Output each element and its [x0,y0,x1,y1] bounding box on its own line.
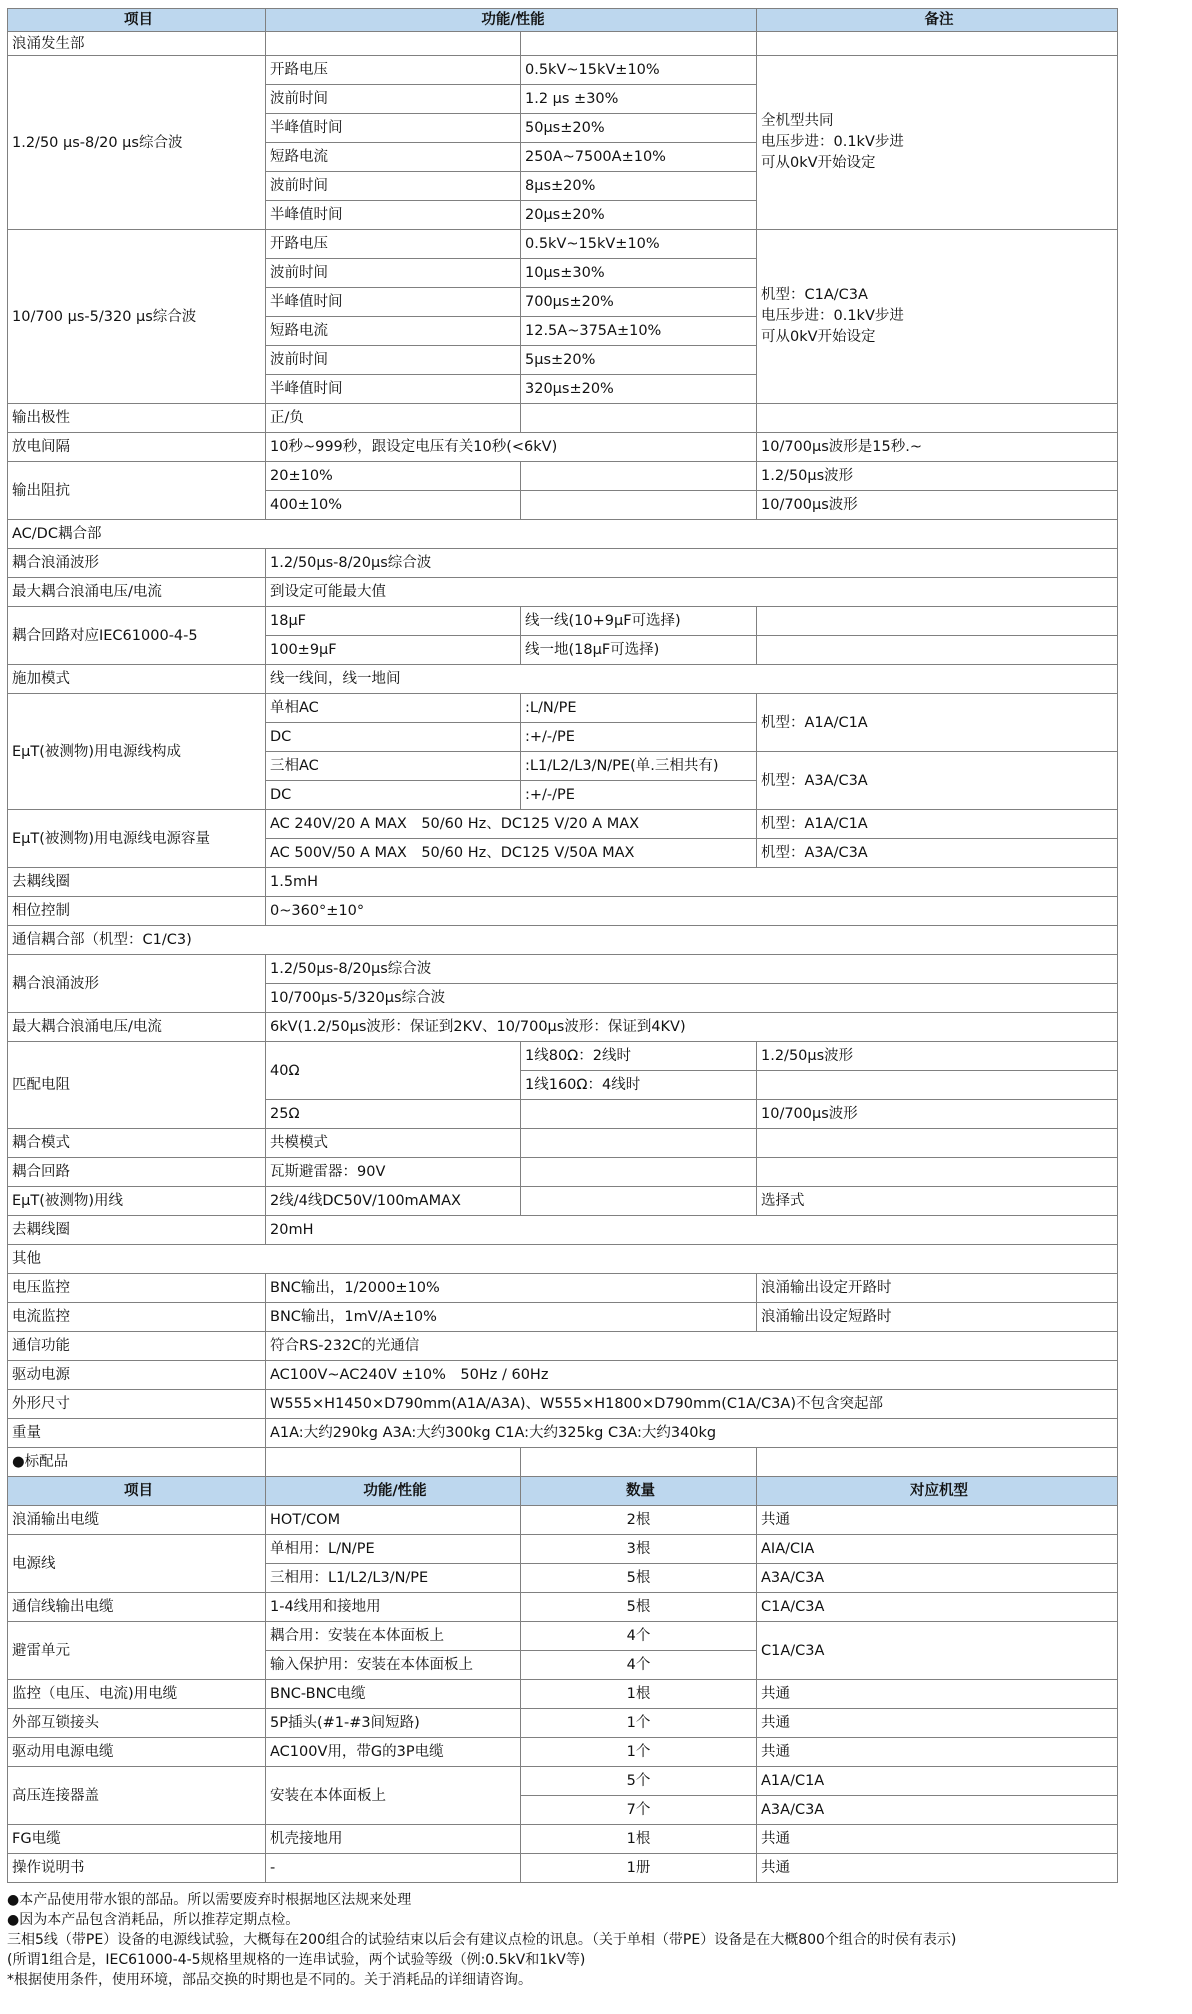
table-row: DC :+/-/PE [8,723,1118,752]
section-row [8,926,1118,955]
table-row: 去耦线圈 20mH [8,1216,1118,1245]
table-row: 外形尺寸 W555×H1450×D790mm(A1A/A3A)、W555×H1800×D790mm(C1A/C3A)不包含突起部 [8,1390,1118,1419]
section-row [8,1448,1118,1477]
table-row: 耦合浪涌波形 1.2/50μs-8/20μs综合波 [8,955,1118,984]
table-row: 耦合模式 共模模式 [8,1129,1118,1158]
table-row: 波前时间 10μs±30% [8,259,1118,288]
table-row: 外部互锁接头 5P插头(#1-#3间短路) 1个 共通 [8,1709,1118,1738]
footnote: ●因为本产品包含消耗品，所以推荐定期点检。 [7,1912,300,1928]
table-row: 短路电流 250A~7500A±10% [8,143,1118,172]
table-row: 10/700 μs-5/320 μs综合波 开路电压 0.5kV~15kV±10% 机型：C1A/C3A 电压步进：0.1kV步进 可从0kV开始设定 [8,230,1118,259]
table-row: 电压监控 BNC输出，1/2000±10% 浪涌输出设定开路时 [8,1274,1118,1303]
row-label: 10/700 μs-5/320 μs综合波 [8,230,266,404]
row-label: 1.2/50 μs-8/20 μs综合波 [8,56,266,230]
table-row: 半峰值时间 20μs±20% [8,201,1118,230]
table-row: 驱动用电源电缆 AC100V用，带G的3P电缆 1个 共通 [8,1738,1118,1767]
table-row: 1线160Ω：4线时 [8,1071,1118,1100]
table-row: 半峰值时间 320μs±20% [8,375,1118,404]
row-note: 全机型共同 电压步进：0.1kV步进 可从0kV开始设定 [757,56,1118,230]
row-note: 机型：C1A/C3A 电压步进：0.1kV步进 可从0kV开始设定 [757,230,1118,404]
table-row: EμT(被测物)用电源线电源容量 AC 240V/20 A MAX 50/60 Hz、DC125 V/20 A MAX 机型：A1A/C1A [8,810,1118,839]
table-row: 波前时间 8μs±20% [8,172,1118,201]
table-row: 半峰值时间 50μs±20% [8,114,1118,143]
table-row: 短路电流 12.5A~375A±10% [8,317,1118,346]
footnote: *根据使用条件，使用环境，部品交换的时期也是不同的。关于消耗品的详细请咨询。 [7,1972,532,1988]
spec-header-row [8,9,1118,32]
table-row: 高压连接器盖 安装在本体面板上 5个 A1A/C1A [8,1767,1118,1796]
footnotes [7,1890,956,1990]
table-row: 100±9μF 线一地(18μF可选择) [8,636,1118,665]
accessory-header-row [8,1477,1118,1506]
spec-sheet [7,8,1118,1883]
table-row: 最大耦合浪涌电压/电流 到设定可能最大值 [8,578,1118,607]
section-row [8,1245,1118,1274]
table-row: 10/700μs-5/320μs综合波 [8,984,1118,1013]
table-row: 监控（电压、电流)用电缆 BNC-BNC电缆 1根 共通 [8,1680,1118,1709]
section-standard-accessories: ●标配品 [8,1448,266,1477]
table-row: 匹配电阻 40Ω 1线80Ω：2线时 1.2/50μs波形 [8,1042,1118,1071]
table-row: EμT(被测物)用电源线构成 单相AC :L/N/PE 机型：A1A/C1A [8,694,1118,723]
table-row: 7个 A3A/C3A [8,1796,1118,1825]
table-row: EμT(被测物)用线 2线/4线DC50V/100mAMAX 选择式 [8,1187,1118,1216]
table-row: 耦合浪涌波形 1.2/50μs-8/20μs综合波 [8,549,1118,578]
section-acdc-coupling: AC/DC耦合部 [8,520,1118,549]
section-row [8,520,1118,549]
table-row: DC :+/-/PE [8,781,1118,810]
table-row: 驱动电源 AC100V~AC240V ±10% 50Hz / 60Hz [8,1361,1118,1390]
section-surge-generator: 浪涌发生部 [8,32,266,56]
header-function: 功能/性能 [266,9,757,32]
footnote: 三相5线（带PE）设备的电源线试验，大概每在200组合的试验结束以后会有建议点检的讯息。（关于单相（带PE）设备是在大概800个组合的时侯有表示) [7,1932,957,1948]
table-row: 输出阻抗 20±10% 1.2/50μs波形 [8,462,1118,491]
footnote: (所谓1组合是，IEC61000-4-5规格里规格的一连串试验，两个试验等级（例:0.5kV和1kV等) [7,1952,586,1968]
section-other: 其他 [8,1245,1118,1274]
table-row: 输入保护用：安装在本体面板上 4个 [8,1651,1118,1680]
table-row: 1.2/50 μs-8/20 μs综合波 开路电压 0.5kV~15kV±10% 全机型共同 电压步进：0.1kV步进 可从0kV开始设定 [8,56,1118,85]
table-row: 耦合回路 瓦斯避雷器：90V [8,1158,1118,1187]
table-row: FG电缆 机壳接地用 1根 共通 [8,1825,1118,1854]
table-row: 波前时间 5μs±20% [8,346,1118,375]
table-row: 最大耦合浪涌电压/电流 6kV(1.2/50μs波形：保证到2KV、10/700μs波形：保证到4KV) [8,1013,1118,1042]
section-comm-coupling: 通信耦合部（机型：C1/C3) [8,926,1118,955]
acc-header-item: 项目 [8,1477,266,1506]
table-row: 耦合回路对应IEC61000-4-5 18μF 线一线(10+9μF可选择) [8,607,1118,636]
footnote: ●本产品使用带水银的部品。所以需要废弃时根据地区法规来处理 [7,1892,412,1908]
table-row: 去耦线圈 1.5mH [8,868,1118,897]
table-row: 400±10% 10/700μs波形 [8,491,1118,520]
table-row: 通信功能 符合RS-232C的光通信 [8,1332,1118,1361]
table-row: 浪涌输出电缆 HOT/COM 2根 共通 [8,1506,1118,1535]
acc-header-model: 对应机型 [757,1477,1118,1506]
table-row: AC 500V/50 A MAX 50/60 Hz、DC125 V/50A MAX 机型：A3A/C3A [8,839,1118,868]
table-row: 相位控制 0~360°±10° [8,897,1118,926]
table-row: 避雷单元 耦合用：安装在本体面板上 4个 C1A/C3A [8,1622,1118,1651]
table-row: 三相AC :L1/L2/L3/N/PE(单.三相共有) 机型：A3A/C3A [8,752,1118,781]
table-row: 25Ω 10/700μs波形 [8,1100,1118,1129]
table-row: 放电间隔 10秒~999秒，跟设定电压有关10秒(<6kV) 10/700μs波形是15秒.~ [8,433,1118,462]
table-row: 波前时间 1.2 μs ±30% [8,85,1118,114]
table-row: 重量 A1A:大约290kg A3A:大约300kg C1A:大约325kg C3A:大约340kg [8,1419,1118,1448]
table-row: 电流监控 BNC输出，1mV/A±10% 浪涌输出设定短路时 [8,1303,1118,1332]
table-row: 半峰值时间 700μs±20% [8,288,1118,317]
table-row: 电源线 单相用：L/N/PE 3根 AIA/CIA [8,1535,1118,1564]
table-row: 施加模式 线一线间，线一地间 [8,665,1118,694]
acc-header-function: 功能/性能 [266,1477,521,1506]
header-item: 项目 [8,9,266,32]
table-row: 操作说明书 - 1册 共通 [8,1854,1118,1883]
header-remarks: 备注 [757,9,1118,32]
acc-header-quantity: 数量 [521,1477,757,1506]
section-row [8,32,1118,56]
table-row: 输出极性 正/负 [8,404,1118,433]
table-row: 通信线输出电缆 1-4线用和接地用 5根 C1A/C3A [8,1593,1118,1622]
table-row: 三相用：L1/L2/L3/N/PE 5根 A3A/C3A [8,1564,1118,1593]
